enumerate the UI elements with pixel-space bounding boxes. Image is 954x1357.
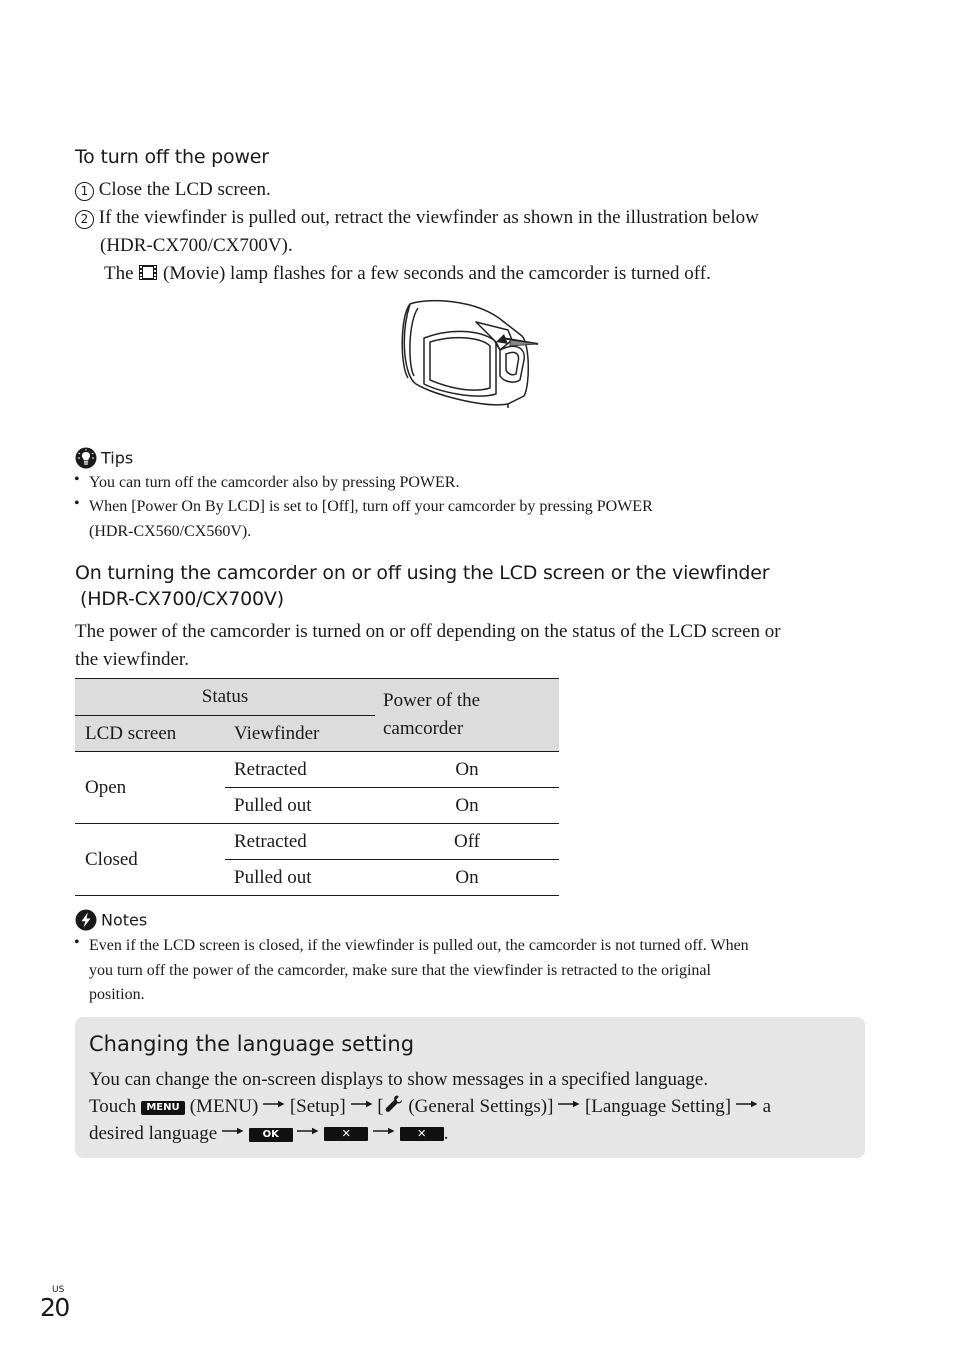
close-key-1: ✕ <box>324 1127 368 1141</box>
ok-key: OK <box>249 1128 293 1142</box>
lcd-section-heading-line2: (HDR-CX700/CX700V) <box>80 588 284 610</box>
step-2 <box>75 204 855 232</box>
tip-2-line1: When [Power On By LCD] is set to [Off], turn off your camcorder by pressing POWER <box>89 498 653 515</box>
right-arrow-icon <box>373 1127 395 1135</box>
right-arrow-icon <box>297 1127 319 1135</box>
tip-2-bullet: • <box>74 495 80 512</box>
bracket-open: [ <box>377 1096 384 1117</box>
right-arrow-icon <box>263 1100 285 1108</box>
power-off-heading: To turn off the power <box>75 146 269 168</box>
language-line1: You can change the on-screen displays to show messages in a specified language. <box>89 1069 709 1090</box>
general-settings-text: (General Settings)] <box>408 1096 554 1117</box>
header-power-line2: camcorder <box>383 718 464 739</box>
cell-lcd-open: Open <box>75 752 225 824</box>
language-path-line <box>89 1093 771 1121</box>
cell-viewfinder: Pulled out <box>225 788 375 824</box>
tip-2-line2: (HDR-CX560/CX560V). <box>89 523 252 540</box>
lcd-section-heading-line1: On turning the camcorder on or off using the LCD screen or the viewfinder <box>75 562 770 584</box>
header-status: Status <box>75 679 375 716</box>
camcorder-illustration <box>396 296 544 410</box>
note-line3: position. <box>89 986 145 1003</box>
table-row <box>75 752 559 788</box>
right-arrow-icon <box>351 1100 373 1108</box>
step-2-number: 2 <box>75 210 94 229</box>
lightbulb-icon <box>75 447 97 469</box>
step-2-text-line1: If the viewfinder is pulled out, retract the viewfinder as shown in the illustration below <box>98 207 759 228</box>
cell-viewfinder: Pulled out <box>225 860 375 896</box>
menu-text: (MENU) <box>189 1096 259 1117</box>
cell-viewfinder: Retracted <box>225 752 375 788</box>
language-heading: Changing the language setting <box>89 1032 415 1056</box>
note-bullet: • <box>74 934 80 951</box>
language-path-line2 <box>89 1120 448 1148</box>
note-line2: you turn off the power of the camcorder, make sure that the viewfinder is retracted to the original <box>89 962 711 979</box>
header-power-line1: Power of the <box>383 690 481 711</box>
movie-note-post: (Movie) lamp flashes for a few seconds and the camcorder is turned off. <box>163 263 711 284</box>
movie-film-icon <box>138 264 158 281</box>
setup-text: [Setup] <box>289 1096 346 1117</box>
menu-key: MENU <box>141 1101 185 1115</box>
status-table <box>75 678 559 896</box>
a-text: a <box>762 1096 772 1117</box>
header-lcd: LCD screen <box>75 716 225 752</box>
table-header-row-1 <box>75 679 559 716</box>
header-viewfinder: Viewfinder <box>225 716 375 752</box>
page-number: 20 <box>40 1293 69 1322</box>
table-row <box>75 824 559 860</box>
tip-1-bullet: • <box>74 471 80 488</box>
note-line1: Even if the LCD screen is closed, if the viewfinder is pulled out, the camcorder is not turned off. When <box>89 937 749 954</box>
movie-note-pre: The <box>104 263 134 284</box>
desired-language-text: desired language <box>89 1123 218 1144</box>
notes-label: Notes <box>101 910 148 930</box>
period-text: . <box>443 1123 449 1144</box>
right-arrow-icon <box>222 1127 244 1135</box>
cell-viewfinder: Retracted <box>225 824 375 860</box>
lcd-section-para-line2: the viewfinder. <box>75 649 189 670</box>
language-setting-text: [Language Setting] <box>584 1096 732 1117</box>
cell-power: On <box>375 752 559 788</box>
cell-power: On <box>375 860 559 896</box>
lcd-section-para-line1: The power of the camcorder is turned on or off depending on the status of the LCD screen or <box>75 621 781 642</box>
wrench-icon <box>384 1094 404 1114</box>
tip-1: You can turn off the camcorder also by pressing POWER. <box>89 474 460 491</box>
lightning-icon <box>75 909 97 931</box>
tips-label: Tips <box>101 448 134 468</box>
step-1-number: 1 <box>75 182 94 201</box>
tips-header <box>75 447 133 469</box>
notes-header <box>75 909 147 931</box>
header-power <box>375 679 559 752</box>
cell-lcd-closed: Closed <box>75 824 225 896</box>
step-2-text-line2: (HDR-CX700/CX700V). <box>100 235 293 256</box>
right-arrow-icon <box>736 1100 758 1108</box>
right-arrow-icon <box>558 1100 580 1108</box>
step-1-text: Close the LCD screen. <box>98 179 271 200</box>
cell-power: Off <box>375 824 559 860</box>
step-1 <box>75 176 271 204</box>
movie-lamp-note <box>104 260 711 288</box>
close-key-2: ✕ <box>400 1127 444 1141</box>
cell-power: On <box>375 788 559 824</box>
region-label: US <box>52 1285 65 1295</box>
touch-text: Touch <box>89 1096 137 1117</box>
